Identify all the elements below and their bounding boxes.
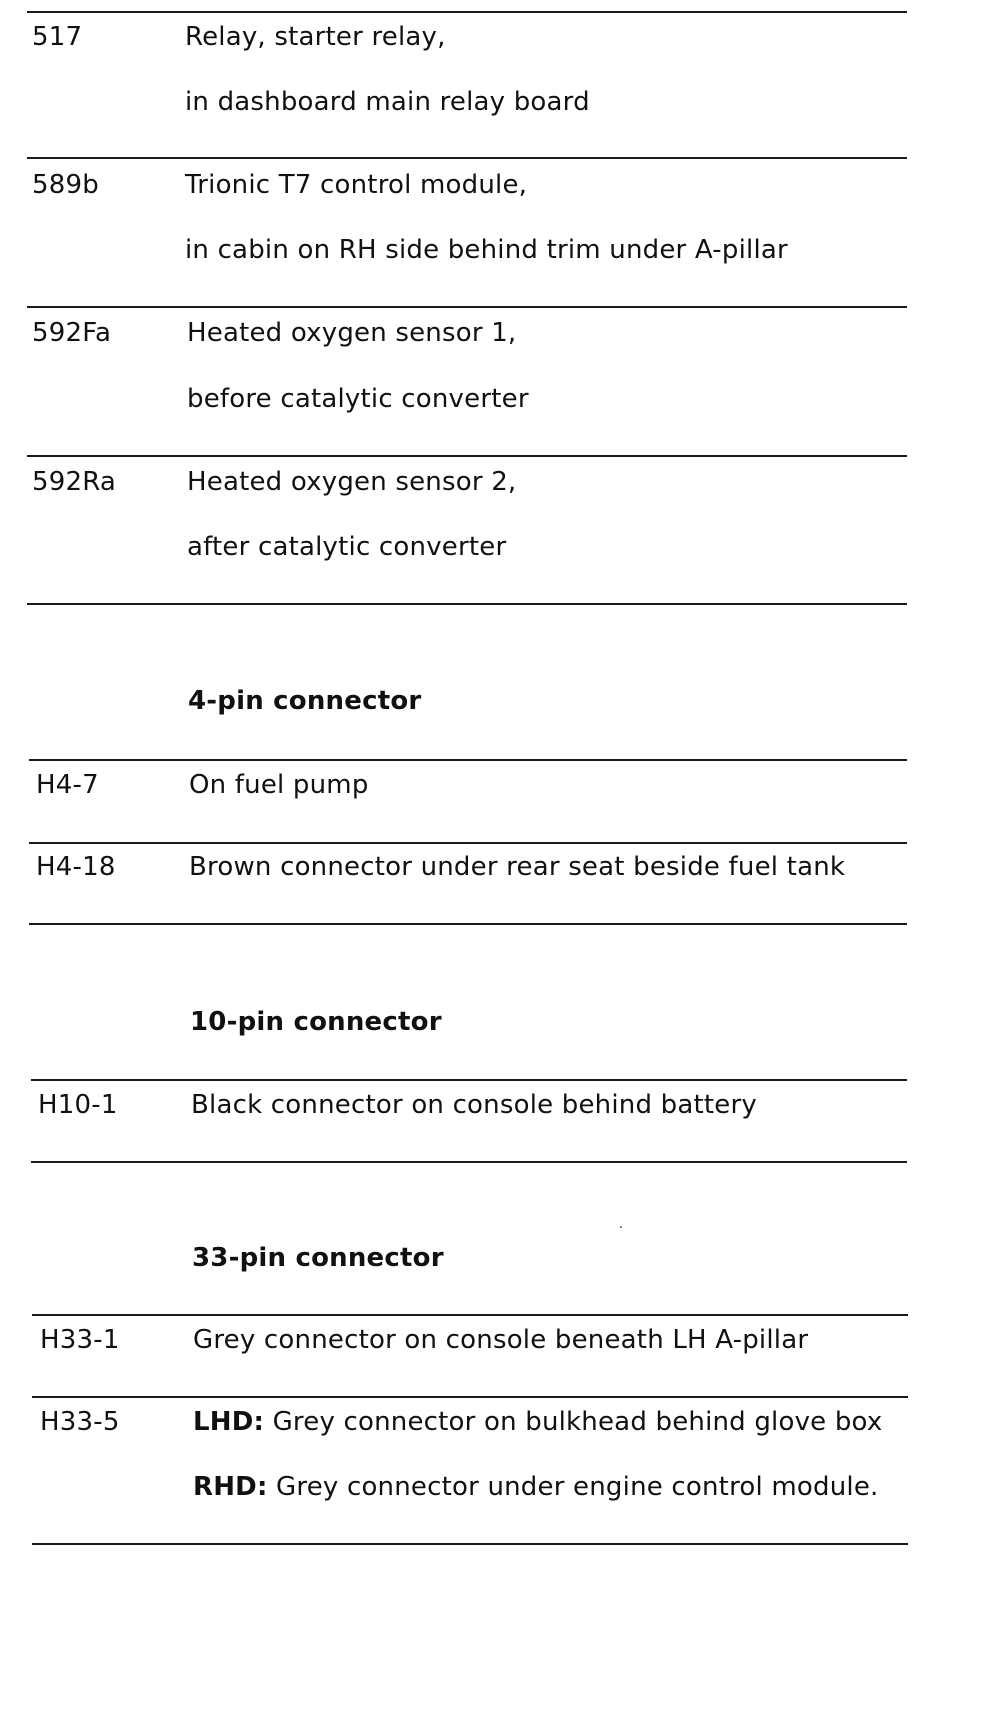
connector-location bbox=[193, 1407, 882, 1437]
connector-location: Black connector on console behind battery bbox=[191, 1090, 757, 1120]
connector-code: H4-7 bbox=[36, 770, 99, 800]
table-rule bbox=[29, 923, 907, 925]
connector-location: Brown connector under rear seat beside fuel tank bbox=[189, 852, 846, 882]
component-location: in dashboard main relay board bbox=[185, 87, 590, 117]
section-heading: 4-pin connector bbox=[188, 686, 422, 716]
component-location: in cabin on RH side behind trim under A-pillar bbox=[185, 235, 788, 265]
component-description: Relay, starter relay, bbox=[185, 22, 446, 52]
lhd-label: LHD: bbox=[193, 1407, 265, 1437]
table-rule bbox=[27, 306, 907, 308]
section-heading: 10-pin connector bbox=[190, 1007, 442, 1037]
table-rule bbox=[32, 1543, 908, 1545]
component-code: 589b bbox=[32, 170, 99, 200]
component-description: Trionic T7 control module, bbox=[185, 170, 528, 200]
connector-code: H10-1 bbox=[38, 1090, 118, 1120]
table-rule bbox=[27, 157, 907, 159]
component-location: before catalytic converter bbox=[187, 384, 529, 414]
connector-location bbox=[193, 1472, 879, 1502]
rhd-label: RHD: bbox=[193, 1472, 268, 1502]
component-code: 517 bbox=[32, 22, 83, 52]
component-description: Heated oxygen sensor 1, bbox=[187, 318, 517, 348]
component-location: after catalytic converter bbox=[187, 532, 507, 562]
table-rule bbox=[31, 1161, 907, 1163]
component-description: Heated oxygen sensor 2, bbox=[187, 467, 517, 497]
scan-speck bbox=[620, 1226, 622, 1228]
table-rule bbox=[32, 1314, 908, 1316]
connector-code: H33-1 bbox=[40, 1325, 120, 1355]
connector-location: On fuel pump bbox=[189, 770, 369, 800]
table-rule bbox=[27, 603, 907, 605]
lhd-location: Grey connector on bulkhead behind glove box bbox=[272, 1407, 883, 1437]
table-rule bbox=[29, 759, 907, 761]
table-rule bbox=[27, 11, 907, 13]
connector-code: H4-18 bbox=[36, 852, 116, 882]
connector-location: Grey connector on console beneath LH A-pillar bbox=[193, 1325, 809, 1355]
rhd-location: Grey connector under engine control module. bbox=[276, 1472, 879, 1502]
table-rule bbox=[29, 842, 907, 844]
connector-code: H33-5 bbox=[40, 1407, 120, 1437]
section-heading: 33-pin connector bbox=[192, 1243, 444, 1273]
component-code: 592Fa bbox=[32, 318, 112, 348]
component-code: 592Ra bbox=[32, 467, 117, 497]
table-rule bbox=[31, 1079, 907, 1081]
table-rule bbox=[32, 1396, 908, 1398]
table-rule bbox=[27, 455, 907, 457]
